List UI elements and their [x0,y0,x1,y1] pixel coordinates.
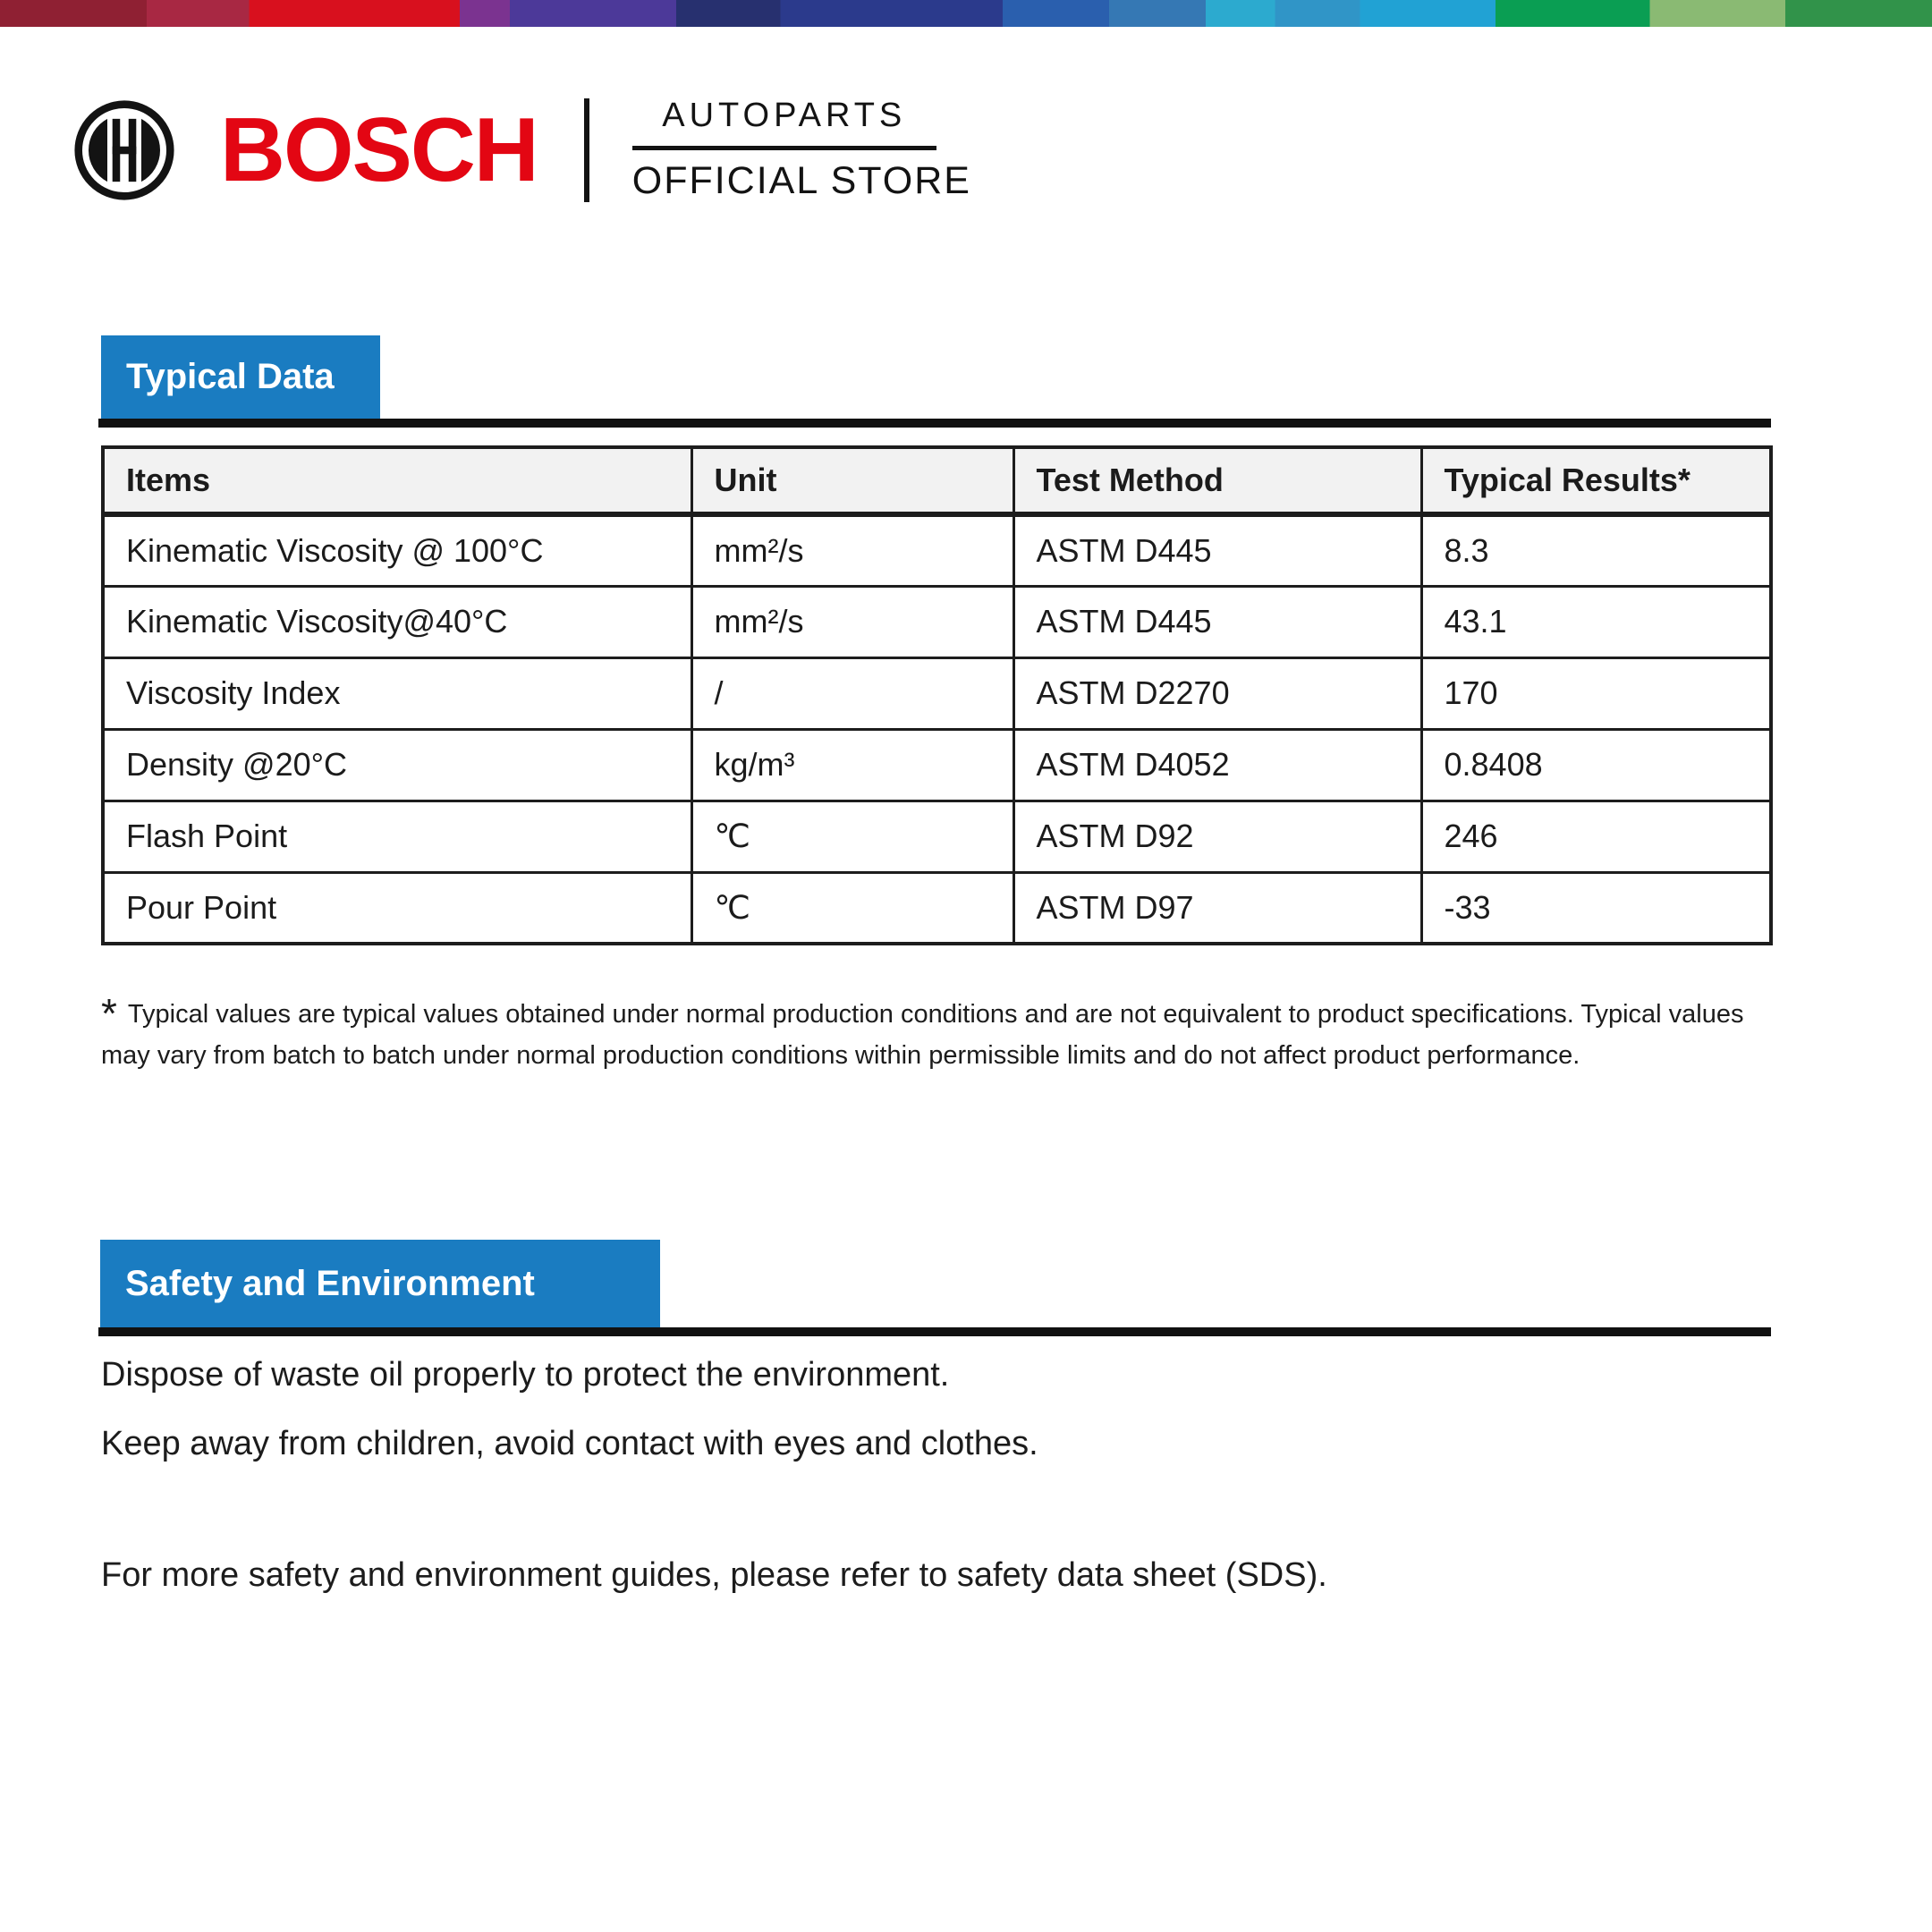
cell-result: 8.3 [1421,514,1771,586]
cell-test-method: ASTM D92 [1013,801,1421,872]
cell-unit: / [691,657,1013,729]
table-row [103,801,1771,872]
cell-item: Kinematic Viscosity@40°C [103,586,691,657]
brand-wordmark: BOSCH [220,99,538,200]
cell-result: 246 [1421,801,1771,872]
safety-line-sds: For more safety and environment guides, please refer to safety data sheet (SDS). [101,1556,1327,1594]
cell-item: Viscosity Index [103,657,691,729]
safety-rule [98,1327,1771,1336]
footnote-asterisk: * [101,990,117,1037]
typical-data-rule [98,419,1771,428]
cell-test-method: ASTM D97 [1013,872,1421,944]
cell-result: -33 [1421,872,1771,944]
table-row [103,514,1771,586]
cell-unit: kg/m³ [691,729,1013,801]
cell-unit: ℃ [691,872,1013,944]
store-label [631,97,971,203]
typical-values-footnote [101,990,1783,1077]
table-row [103,586,1771,657]
cell-result: 170 [1421,657,1771,729]
safety-section-title: Safety and Environment [100,1240,660,1327]
cell-test-method: ASTM D445 [1013,586,1421,657]
bosch-armature-circle-icon [72,99,177,201]
header-divider [584,98,589,202]
col-header-unit: Unit [691,447,1013,514]
store-rule [632,146,936,150]
table-row [103,729,1771,801]
table-header-row [103,447,1771,514]
safety-line-keep-away: Keep away from children, avoid contact with eyes and clothes. [101,1425,1038,1462]
cell-item: Pour Point [103,872,691,944]
cell-item: Flash Point [103,801,691,872]
col-header-typical-results: Typical Results* [1421,447,1771,514]
typical-data-section-title: Typical Data [101,335,380,419]
typical-data-table [101,445,1773,945]
cell-item: Kinematic Viscosity @ 100°C [103,514,691,586]
cell-unit: mm²/s [691,586,1013,657]
cell-result: 43.1 [1421,586,1771,657]
col-header-items: Items [103,447,691,514]
cell-item: Density @20°C [103,729,691,801]
cell-test-method: ASTM D4052 [1013,729,1421,801]
store-line2: OFFICIAL STORE [631,159,971,202]
safety-line-dispose: Dispose of waste oil properly to protect the environment. [101,1356,950,1394]
footnote-text: Typical values are typical values obtained under normal production conditions and are not equivalent to product specifications. Typical values may vary from batch to batch under normal production conditions within permissible limits and do not affect product performance. [101,1000,1744,1070]
cell-result: 0.8408 [1421,729,1771,801]
cell-unit: ℃ [691,801,1013,872]
cell-test-method: ASTM D2270 [1013,657,1421,729]
store-line1: AUTOPARTS [662,97,907,134]
header [72,97,971,203]
col-header-test-method: Test Method [1013,447,1421,514]
table-row [103,872,1771,944]
table-row [103,657,1771,729]
cell-unit: mm²/s [691,514,1013,586]
brand-color-bar [0,0,1932,27]
cell-test-method: ASTM D445 [1013,514,1421,586]
